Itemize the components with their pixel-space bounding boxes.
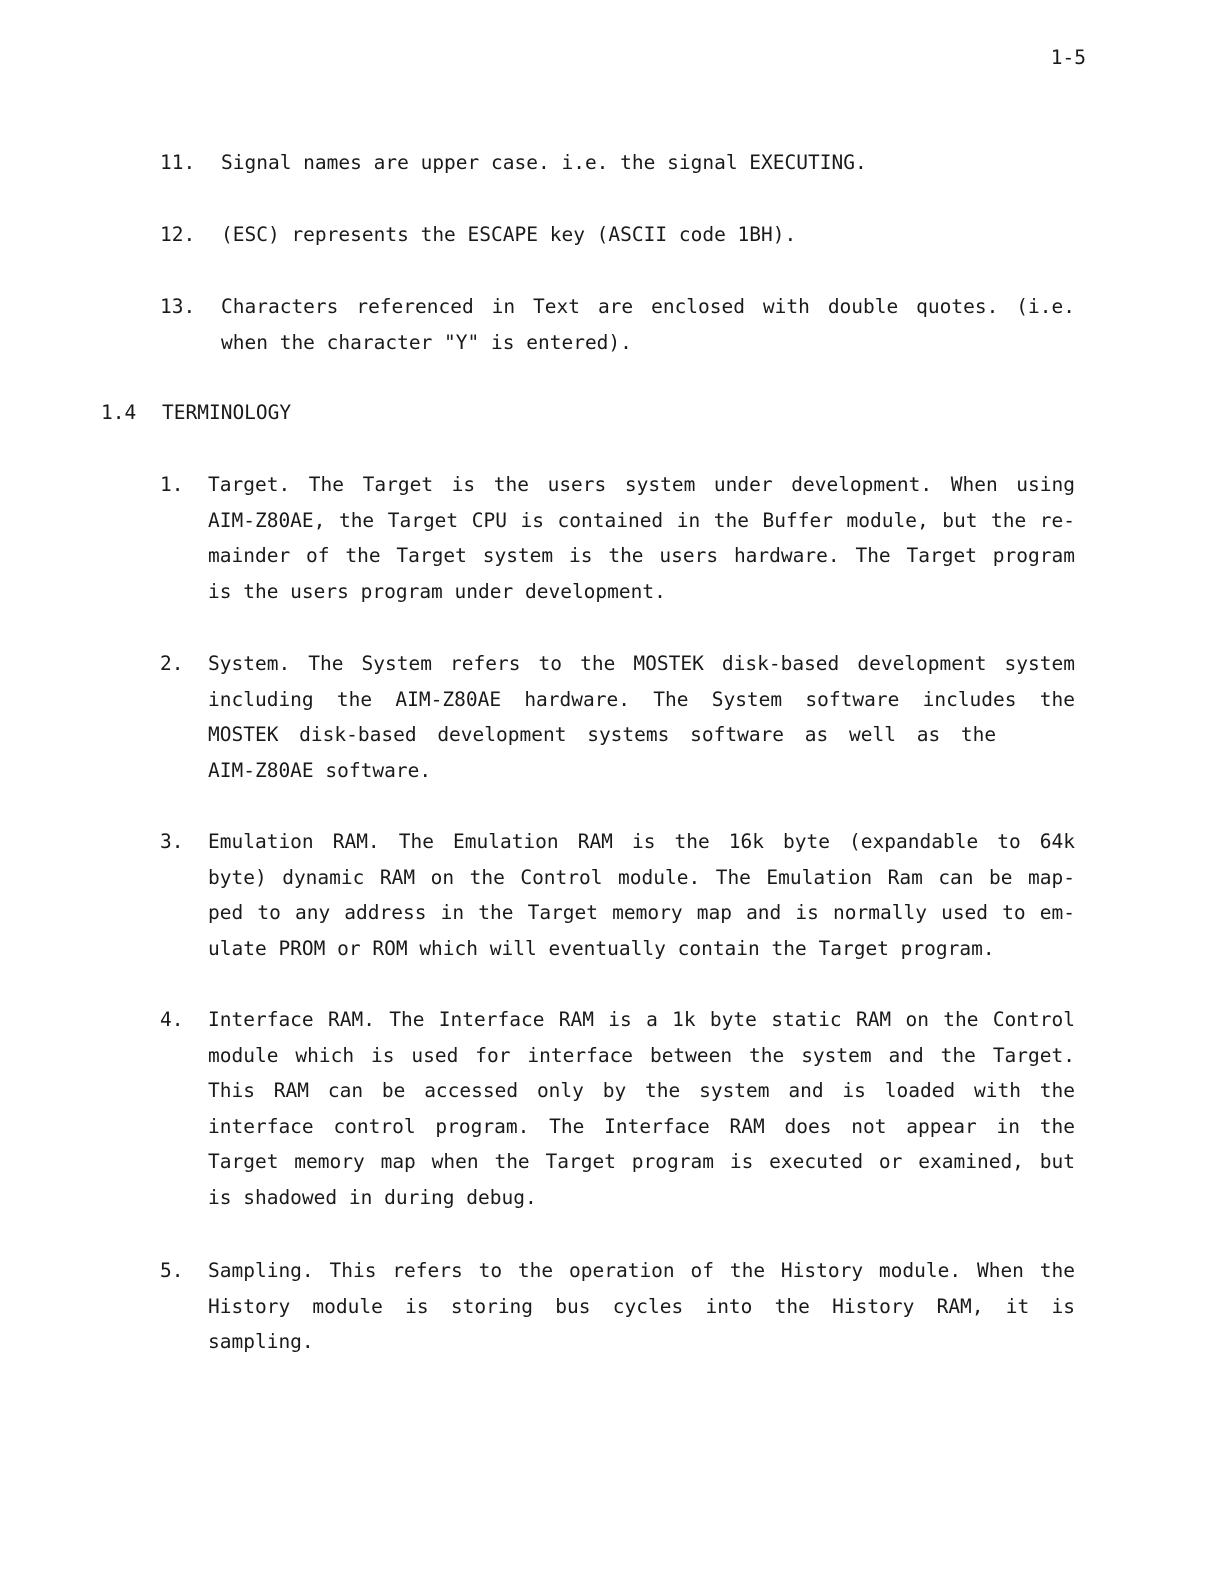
item-text-line: Target. The Target is the users system under development. When using — [208, 473, 1075, 496]
item-text-line: ped to any address in the Target memory map and is normally used to em- — [208, 901, 1075, 925]
item-text-line: interface control program. The Interface RAM does not appear in the — [208, 1114, 1075, 1138]
item-number: 4. — [160, 1008, 184, 1031]
term-item-4 — [160, 1002, 1075, 1216]
convention-item-12 — [160, 217, 1075, 253]
item-text-line: is shadowed in during debug. — [208, 1185, 537, 1209]
item-text-line: Emulation RAM. The Emulation RAM is the 16k byte (expandable to 64k — [208, 830, 1075, 853]
item-text-line: mainder of the Target system is the users hardware. The Target program — [208, 544, 1075, 568]
term-item-1 — [160, 467, 1075, 609]
item-text-line: including the AIM-Z80AE hardware. The System software includes the — [208, 687, 1075, 711]
page-number: 1-5 — [1050, 46, 1086, 69]
item-text-line: module which is used for interface between the system and the Target. — [208, 1043, 1075, 1067]
item-number: 11. — [160, 151, 196, 174]
section-heading — [101, 395, 291, 431]
item-text-line: This RAM can be accessed only by the system and is loaded with the — [208, 1079, 1075, 1103]
term-item-3 — [160, 824, 1075, 966]
item-text-line: MOSTEK disk-based development systems software as well as the — [208, 723, 997, 747]
item-text-line: Signal names are upper case. i.e. the signal EXECUTING. — [221, 151, 867, 174]
section-number: 1.4 — [101, 401, 137, 424]
item-text-line: History module is storing bus cycles into the History RAM, it is — [208, 1294, 1075, 1318]
item-number: 12. — [160, 223, 196, 246]
item-text-line: Target memory map when the Target program is executed or examined, but — [208, 1150, 1075, 1174]
item-number: 5. — [160, 1259, 184, 1282]
item-text-line: when the character "Y" is entered). — [221, 330, 632, 354]
item-number: 2. — [160, 652, 184, 675]
item-text-line: ulate PROM or ROM which will eventually contain the Target program. — [208, 936, 995, 960]
item-text-line: AIM-Z80AE, the Target CPU is contained in the Buffer module, but the re- — [208, 508, 1075, 532]
item-text-line: sampling. — [208, 1330, 314, 1354]
item-text-line: AIM-Z80AE software. — [208, 758, 432, 782]
convention-item-11 — [160, 145, 1075, 181]
convention-item-13 — [160, 289, 1075, 360]
item-text-line: is the users program under development. — [208, 579, 666, 603]
item-number: 3. — [160, 830, 184, 853]
term-item-5 — [160, 1253, 1075, 1360]
item-text-line: Interface RAM. The Interface RAM is a 1k byte static RAM on the Control — [208, 1008, 1075, 1031]
item-text-line: byte) dynamic RAM on the Control module. The Emulation Ram can be map- — [208, 865, 1075, 889]
term-item-2 — [160, 646, 1075, 788]
item-number: 1. — [160, 473, 184, 496]
item-number: 13. — [160, 295, 196, 318]
item-text-line: Characters referenced in Text are enclosed with double quotes. (i.e. — [221, 295, 1075, 318]
item-text-line: Sampling. This refers to the operation of the History module. When the — [208, 1259, 1075, 1282]
item-text-line: System. The System refers to the MOSTEK disk-based development system — [208, 652, 1075, 675]
item-text-line: (ESC) represents the ESCAPE key (ASCII code 1BH). — [221, 223, 797, 246]
section-title: TERMINOLOGY — [162, 401, 292, 424]
